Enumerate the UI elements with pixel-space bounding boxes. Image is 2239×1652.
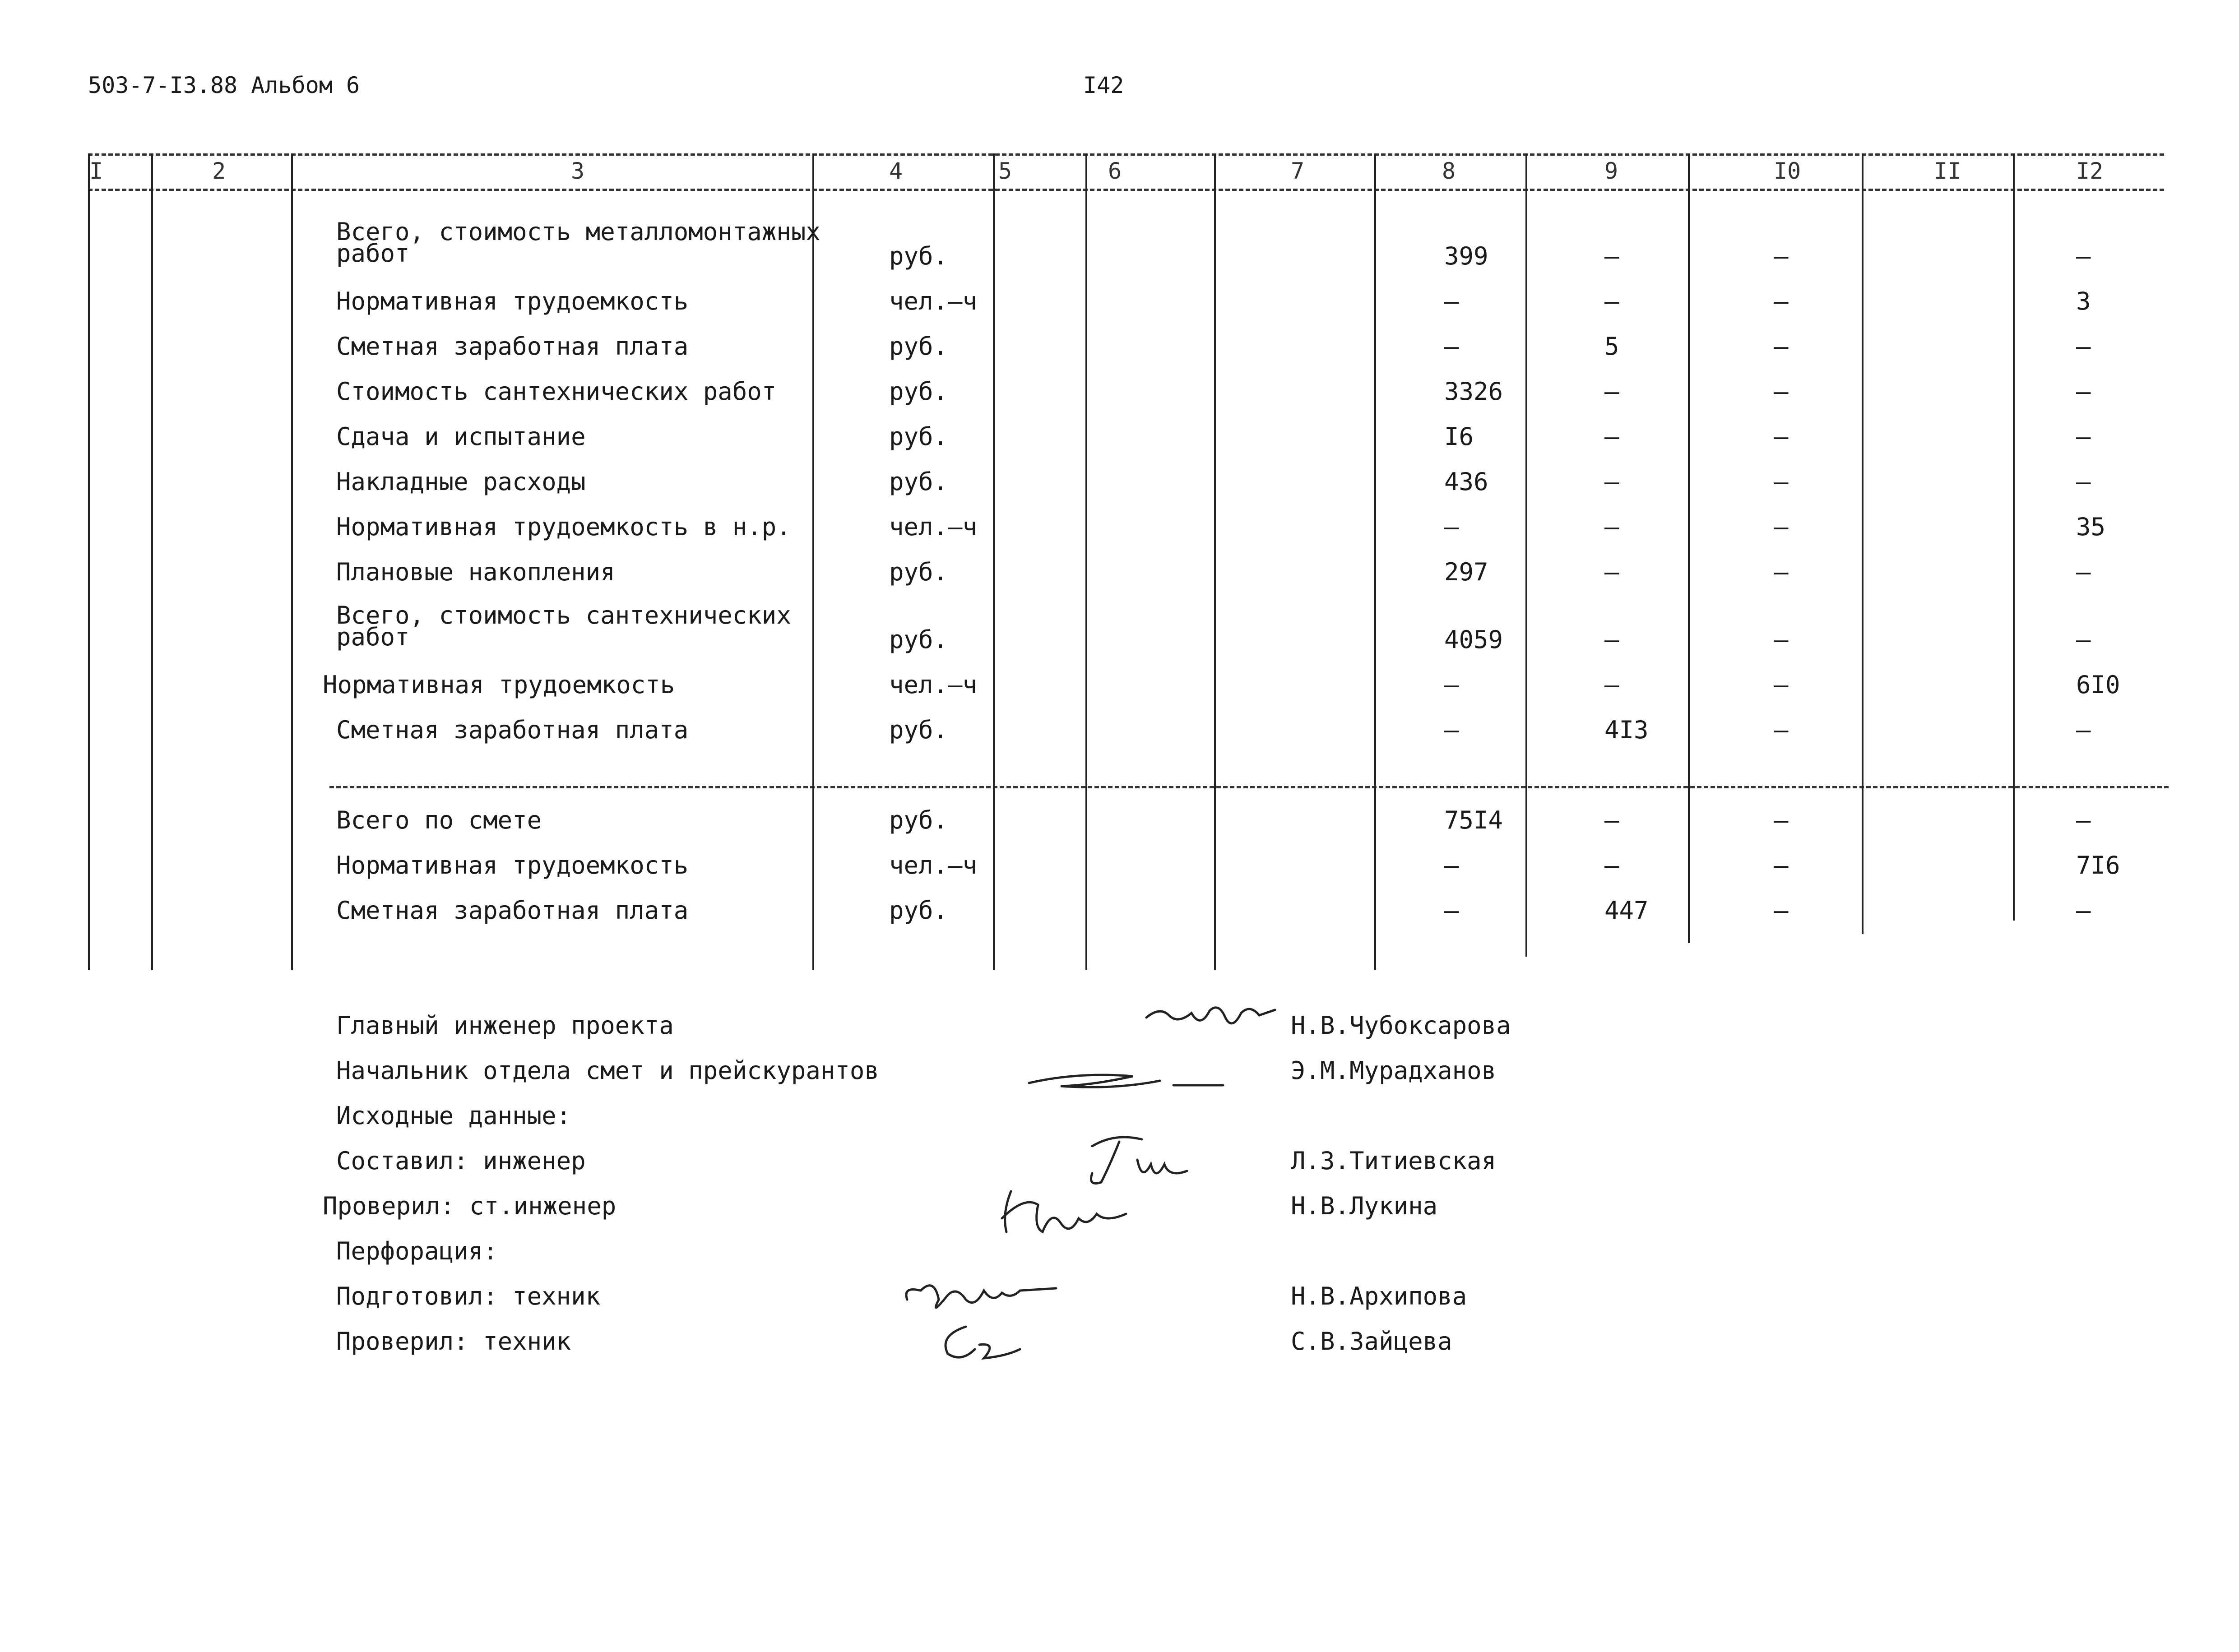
row-col9: – xyxy=(1604,558,1619,586)
col-line-1 xyxy=(88,153,90,970)
row-description: Нормативная трудоемкость xyxy=(323,671,675,699)
row-col12: – xyxy=(2076,332,2091,361)
row-unit: чел.–ч xyxy=(889,287,978,315)
row-description: Сметная заработная плата xyxy=(336,716,689,744)
col-line-7 xyxy=(1214,153,1216,970)
col-line-2 xyxy=(151,153,153,970)
row-description: Сметная заработная плата xyxy=(336,332,689,361)
col-num-4: 4 xyxy=(889,158,903,184)
row-col8: 4059 xyxy=(1444,625,1503,654)
row-description: Нормативная трудоемкость в н.р. xyxy=(336,513,791,541)
table-top-rule xyxy=(88,153,2164,156)
row-col10: – xyxy=(1774,287,1789,315)
row-col12: – xyxy=(2076,242,2091,270)
row-col12: – xyxy=(2076,806,2091,834)
row-col8: I6 xyxy=(1444,422,1474,451)
row-col8: 3326 xyxy=(1444,377,1503,406)
row-col9: – xyxy=(1604,242,1619,270)
row-description: Накладные расходы xyxy=(336,467,586,496)
col-num-2: 2 xyxy=(212,158,226,184)
row-col8: 399 xyxy=(1444,242,1488,270)
column-header-rule xyxy=(88,189,2164,191)
row-col9: 5 xyxy=(1604,332,1619,361)
row-col9: – xyxy=(1604,851,1619,879)
signature-person: Н.В.Чубоксарова xyxy=(1291,1011,1511,1040)
row-col10: – xyxy=(1774,896,1789,925)
row-col8: 75I4 xyxy=(1444,806,1503,834)
col-line-9 xyxy=(1525,153,1527,957)
signature-role: Проверил: ст.инженер xyxy=(323,1192,617,1220)
row-unit: руб. xyxy=(889,422,948,451)
row-unit: чел.–ч xyxy=(889,851,978,879)
row-description: Нормативная трудоемкость xyxy=(336,287,689,315)
row-col10: – xyxy=(1774,625,1789,654)
signature-muradkhanov xyxy=(1024,1058,1228,1094)
signature-role: Подготовил: техник xyxy=(336,1282,601,1310)
col-line-10 xyxy=(1688,153,1690,943)
row-col9: – xyxy=(1604,806,1619,834)
row-unit: руб. xyxy=(889,558,948,586)
row-description: Всего, стоимость сантехнических работ xyxy=(336,601,791,651)
row-col8: – xyxy=(1444,896,1459,925)
signature-role: Начальник отдела смет и прейскурантов xyxy=(336,1056,879,1085)
signature-lukina xyxy=(993,1178,1128,1245)
row-col8: 297 xyxy=(1444,558,1488,586)
row-unit: чел.–ч xyxy=(889,513,978,541)
page-number: I42 xyxy=(1083,72,1124,98)
row-col12: – xyxy=(2076,467,2091,496)
row-description: Стоимость сантехнических работ xyxy=(336,377,777,406)
row-unit: руб. xyxy=(889,377,948,406)
col-line-3 xyxy=(291,153,293,970)
row-col10: – xyxy=(1774,242,1789,270)
col-line-6 xyxy=(1085,153,1087,970)
signature-zaitseva xyxy=(934,1318,1024,1367)
col-line-4 xyxy=(812,153,814,970)
row-col8: – xyxy=(1444,851,1459,879)
row-col10: – xyxy=(1774,422,1789,451)
col-num-11: II xyxy=(1934,158,1961,184)
row-description: Сдача и испытание xyxy=(336,422,586,451)
signature-role: Проверил: техник xyxy=(336,1327,571,1356)
totals-separator xyxy=(329,786,2169,788)
row-col10: – xyxy=(1774,806,1789,834)
signature-role: Перфорация: xyxy=(336,1237,498,1265)
col-num-5: 5 xyxy=(998,158,1012,184)
row-col12: – xyxy=(2076,422,2091,451)
row-col9: 447 xyxy=(1604,896,1649,925)
row-col12: 35 xyxy=(2076,513,2106,541)
row-col10: – xyxy=(1774,671,1789,699)
col-line-12 xyxy=(2013,153,2015,921)
col-num-6: 6 xyxy=(1108,158,1122,184)
row-description: Всего по смете xyxy=(336,806,542,834)
row-col8: 436 xyxy=(1444,467,1488,496)
row-description: Сметная заработная плата xyxy=(336,896,689,925)
row-unit: руб. xyxy=(889,242,948,270)
row-unit: руб. xyxy=(889,806,948,834)
signature-person: С.В.Зайцева xyxy=(1291,1327,1452,1356)
row-col9: – xyxy=(1604,625,1619,654)
row-col10: – xyxy=(1774,716,1789,744)
signature-role: Главный инженер проекта xyxy=(336,1011,674,1040)
row-col12: – xyxy=(2076,625,2091,654)
col-num-8: 8 xyxy=(1442,158,1456,184)
col-line-11 xyxy=(1862,153,1864,934)
col-num-3: 3 xyxy=(571,158,585,184)
row-col9: – xyxy=(1604,287,1619,315)
row-unit: руб. xyxy=(889,896,948,925)
row-unit: руб. xyxy=(889,625,948,654)
col-num-7: 7 xyxy=(1291,158,1305,184)
row-col8: – xyxy=(1444,671,1459,699)
row-unit: руб. xyxy=(889,332,948,361)
row-col9: – xyxy=(1604,513,1619,541)
signature-role: Составил: инженер xyxy=(336,1147,586,1175)
row-description: Нормативная трудоемкость xyxy=(336,851,689,879)
row-col8: – xyxy=(1444,332,1459,361)
row-col12: 7I6 xyxy=(2076,851,2120,879)
row-col9: – xyxy=(1604,671,1619,699)
col-num-12: I2 xyxy=(2076,158,2104,184)
row-col9: – xyxy=(1604,422,1619,451)
row-col10: – xyxy=(1774,467,1789,496)
row-col12: – xyxy=(2076,558,2091,586)
row-col8: – xyxy=(1444,287,1459,315)
row-unit: руб. xyxy=(889,467,948,496)
col-num-10: I0 xyxy=(1774,158,1801,184)
row-col12: 6I0 xyxy=(2076,671,2120,699)
row-col9: – xyxy=(1604,377,1619,406)
signature-person: Н.В.Лукина xyxy=(1291,1192,1438,1220)
signature-person: Л.З.Титиевская xyxy=(1291,1147,1497,1175)
signature-person: Н.В.Архипова xyxy=(1291,1282,1467,1310)
row-col9: – xyxy=(1604,467,1619,496)
col-num-9: 9 xyxy=(1604,158,1618,184)
row-col10: – xyxy=(1774,332,1789,361)
row-col12: – xyxy=(2076,377,2091,406)
row-col10: – xyxy=(1774,558,1789,586)
col-line-5 xyxy=(993,153,995,970)
signature-person: Э.М.Мурадханов xyxy=(1291,1056,1497,1085)
row-col10: – xyxy=(1774,513,1789,541)
row-col9: 4I3 xyxy=(1604,716,1649,744)
row-col8: – xyxy=(1444,513,1459,541)
row-col10: – xyxy=(1774,377,1789,406)
row-col12: 3 xyxy=(2076,287,2091,315)
row-description: Всего, стоимость металломонтажных работ xyxy=(336,217,821,268)
row-col8: – xyxy=(1444,716,1459,744)
row-unit: руб. xyxy=(889,716,948,744)
row-unit: чел.–ч xyxy=(889,671,978,699)
row-col10: – xyxy=(1774,851,1789,879)
row-description: Плановые накопления xyxy=(336,558,615,586)
signature-role: Исходные данные: xyxy=(336,1101,571,1130)
row-col12: – xyxy=(2076,896,2091,925)
doc-code: 503-7-I3.88 Альбом 6 xyxy=(88,72,360,98)
col-line-8 xyxy=(1374,153,1376,970)
signature-chuboksarova xyxy=(1142,997,1277,1047)
row-col12: – xyxy=(2076,716,2091,744)
col-num-1: I xyxy=(89,158,103,184)
